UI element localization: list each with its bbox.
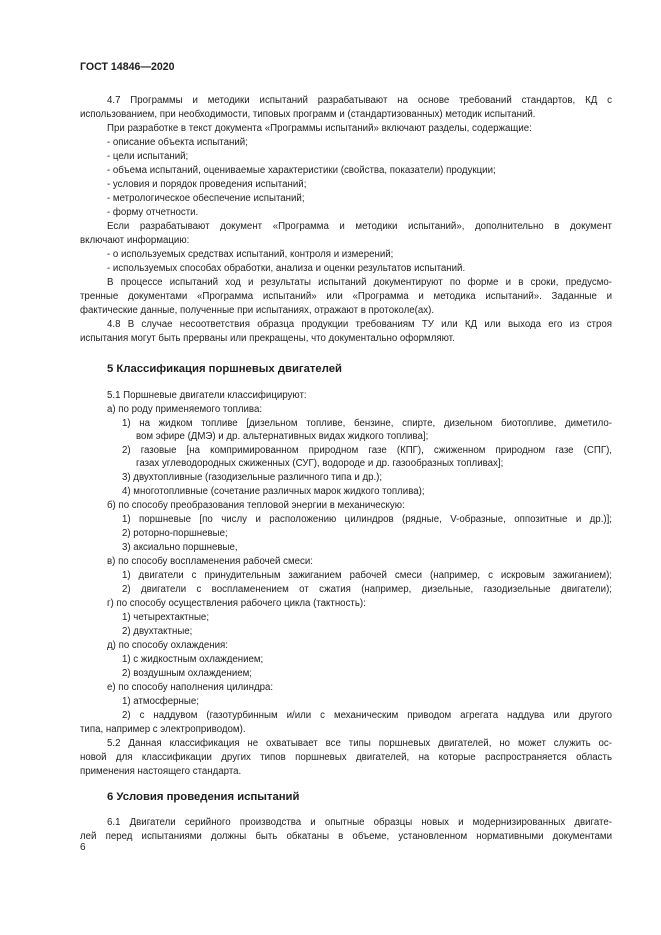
- list-item: 4) многотопливные (сочетание различных марок жидкого топлива);: [122, 486, 425, 497]
- list-item: - объема испытаний, оцениваемые характеристики (свойства, показатели) продукции;: [107, 165, 496, 176]
- list-item: типа, например с электроприводом).: [80, 724, 246, 735]
- list-item: а) по роду применяемого топлива:: [107, 404, 263, 415]
- list-item: 1) поршневые [по числу и расположению цилиндров (рядные, V-образные, оппозитные и др.)];: [122, 514, 612, 525]
- list-item: - условия и порядок проведения испытаний;: [107, 179, 307, 190]
- paragraph-line: В процессе испытаний ход и результаты испытаний документируют по форме и в сроки, предусмо-: [107, 277, 612, 288]
- list-item: 3) двухтопливные (газодизельные различного типа и др.);: [122, 472, 383, 483]
- paragraph-line: При разработке в текст документа «Программы испытаний» включают разделы, содержащие:: [107, 123, 532, 134]
- paragraph-line: 5.2 Данная классификация не охватывает все типы поршневых двигателей, но может служить ос-: [107, 738, 612, 749]
- paragraph-line: применения настоящего стандарта.: [80, 766, 242, 777]
- list-item: вом эфире (ДМЭ) и др. альтернативных видах жидкого топлива];: [136, 431, 429, 442]
- paragraph-line: испытания могут быть прерваны или прекращены, что документально оформляют.: [80, 333, 455, 344]
- page-number: 6: [80, 842, 86, 853]
- list-item: - форму отчетности.: [107, 207, 199, 218]
- paragraph-line: 4.7 Программы и методики испытаний разрабатывают на основе требований стандартов, КД с: [107, 95, 612, 106]
- list-item: 2) двигатели с воспламенением от сжатия (например, дизельные, газодизельные двигатели);: [122, 584, 612, 595]
- list-item: 1) с жидкостным охлаждением;: [122, 654, 264, 665]
- list-item: 2) двухтактные;: [122, 626, 193, 637]
- paragraph-line: лей перед испытаниями должны быть обкатаны в объеме, установленном нормативными документами: [80, 831, 612, 842]
- paragraph-line: фактические данные, полученные при испытаниях, отражают в протоколе(ах).: [80, 305, 435, 316]
- list-item: б) по способу преобразования тепловой энергии в механическую:: [107, 500, 405, 511]
- section-heading: 5 Классификация поршневых двигателей: [107, 363, 342, 375]
- list-item: 1) на жидком топливе [дизельном топливе, бензине, спирте, дизельном биотопливе, диметило-: [122, 418, 612, 429]
- list-item: 2) роторно-поршневые;: [122, 528, 228, 539]
- list-item: д) по способу охлаждения:: [107, 640, 228, 651]
- list-item: газах углеводородных сжиженных (СУГ), водороде и др. газообразных топливах];: [136, 458, 504, 469]
- list-item: г) по способу осуществления рабочего цикла (тактность):: [107, 598, 366, 609]
- list-item: 3) аксиально поршневые,: [122, 542, 238, 553]
- paragraph-line: 4.8 В случае несоответствия образца продукции требованиям ТУ или КД или выхода его из строя: [107, 319, 612, 330]
- list-item: е) по способу наполнения цилиндра:: [107, 682, 274, 693]
- paragraph-line: использованием, при необходимости, типовых программ и (стандартизованных) методик испытаний.: [80, 109, 536, 120]
- document-header: ГОСТ 14846—2020: [80, 61, 175, 73]
- list-item: 2) газовые [на компримированном природном газе (КПГ), сжиженном природном газе (СПГ),: [122, 445, 612, 456]
- paragraph-line: включают информацию:: [80, 235, 190, 246]
- list-item: - о используемых средствах испытаний, контроля и измерений;: [107, 249, 394, 260]
- list-item: 1) атмосферные;: [122, 696, 199, 707]
- paragraph-line: 6.1 Двигатели серийного производства и опытные образцы новых и модернизированных двигате-: [107, 817, 612, 828]
- section-heading: 6 Условия проведения испытаний: [107, 791, 300, 803]
- list-item: - описание объекта испытаний;: [107, 137, 248, 148]
- paragraph-line: новой для классификации других типов поршневых двигателей, на которые распространяется область: [80, 752, 612, 763]
- paragraph-line: Если разрабатывают документ «Программа и методики испытаний», дополнительно в документ: [107, 221, 612, 232]
- list-item: - метрологическое обеспечение испытаний;: [107, 193, 305, 204]
- list-item: - используемых способах обработки, анализа и оценки результатов испытаний.: [107, 263, 466, 274]
- list-item: 2) с наддувом (газотурбинным и/или с механическим приводом агрегата наддува или другого: [122, 710, 612, 721]
- paragraph-line: 5.1 Поршневые двигатели классифицируют:: [107, 390, 307, 401]
- list-item: - цели испытаний;: [107, 151, 189, 162]
- paragraph-line: тренные документами «Программа испытаний» или «Программа и методика испытаний». Заданные и: [80, 291, 612, 302]
- list-item: в) по способу воспламенения рабочей смеси:: [107, 556, 313, 567]
- list-item: 1) четырехтактные;: [122, 612, 210, 623]
- list-item: 1) двигатели с принудительным зажиганием рабочей смеси (например, с искровым зажиганием);: [122, 570, 612, 581]
- list-item: 2) воздушным охлаждением;: [122, 668, 252, 679]
